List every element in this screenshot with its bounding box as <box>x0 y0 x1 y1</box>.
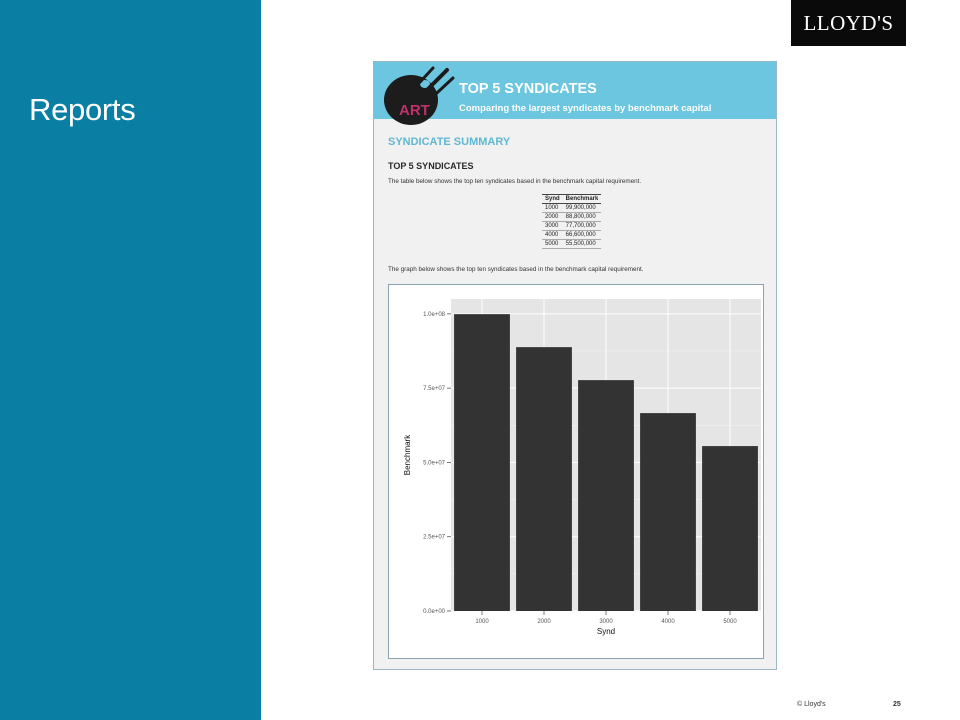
bar-2000 <box>516 347 572 611</box>
y-tick-label: 5.0e+07 <box>423 460 445 467</box>
x-axis-label: Synd <box>596 627 616 636</box>
bar-1000 <box>454 314 510 611</box>
table-row <box>542 231 601 240</box>
report-header <box>374 62 777 119</box>
table-description: The table below shows the top ten syndicates based in the benchmark capital requirement. <box>388 178 642 185</box>
report-title: TOP 5 SYNDICATES <box>459 81 597 97</box>
column-header: Synd <box>542 195 563 204</box>
x-tick-label: 1000 <box>475 619 489 625</box>
y-tick-label: 0.0e+00 <box>423 609 445 615</box>
table-cell: 5000 <box>542 240 563 249</box>
subheading: TOP 5 SYNDICATES <box>388 161 474 171</box>
x-tick-label: 4000 <box>661 619 675 625</box>
page-number: 25 <box>893 701 901 708</box>
table-cell: 55,500,000 <box>563 240 602 249</box>
lloyds-logo: LLOYD'S <box>791 0 906 46</box>
syndicate-table <box>542 194 601 249</box>
x-tick-label: 3000 <box>599 619 613 625</box>
section-heading: SYNDICATE SUMMARY <box>388 136 511 148</box>
bar-4000 <box>640 413 696 611</box>
table-header-row <box>542 195 601 204</box>
footer-copyright: © Lloyd's <box>797 701 826 708</box>
graph-description: The graph below shows the top ten syndicates based in the benchmark capital requirement. <box>388 266 644 273</box>
benchmark-bar-chart <box>389 285 763 658</box>
bar-5000 <box>702 446 758 611</box>
slide-title: Reports <box>29 92 136 127</box>
table-cell: 2000 <box>542 213 563 222</box>
x-tick-label: 5000 <box>723 619 737 625</box>
report-subtitle: Comparing the largest syndicates by benchmark capital <box>459 103 712 114</box>
table-cell: 66,600,000 <box>563 231 602 240</box>
y-axis-label: Benchmark <box>403 434 412 476</box>
table-row <box>542 222 601 231</box>
table-cell: 88,800,000 <box>563 213 602 222</box>
table-cell: 1000 <box>542 204 563 213</box>
chart-box <box>388 284 764 659</box>
art-label: ART <box>399 102 430 119</box>
x-tick-label: 2000 <box>537 619 551 625</box>
bar-3000 <box>578 380 634 611</box>
art-palette-icon <box>381 64 455 128</box>
sidebar <box>0 0 261 720</box>
table-cell: 4000 <box>542 231 563 240</box>
table-row <box>542 240 601 249</box>
report-screenshot <box>373 61 777 670</box>
table-cell: 77,700,000 <box>563 222 602 231</box>
y-tick-label: 1.0e+08 <box>423 311 445 318</box>
y-tick-label: 2.5e+07 <box>423 534 445 541</box>
column-header: Benchmark <box>563 195 602 204</box>
table-row <box>542 204 601 213</box>
table-cell: 99,900,000 <box>563 204 602 213</box>
table-row <box>542 213 601 222</box>
y-tick-label: 7.5e+07 <box>423 386 445 393</box>
table-cell: 3000 <box>542 222 563 231</box>
